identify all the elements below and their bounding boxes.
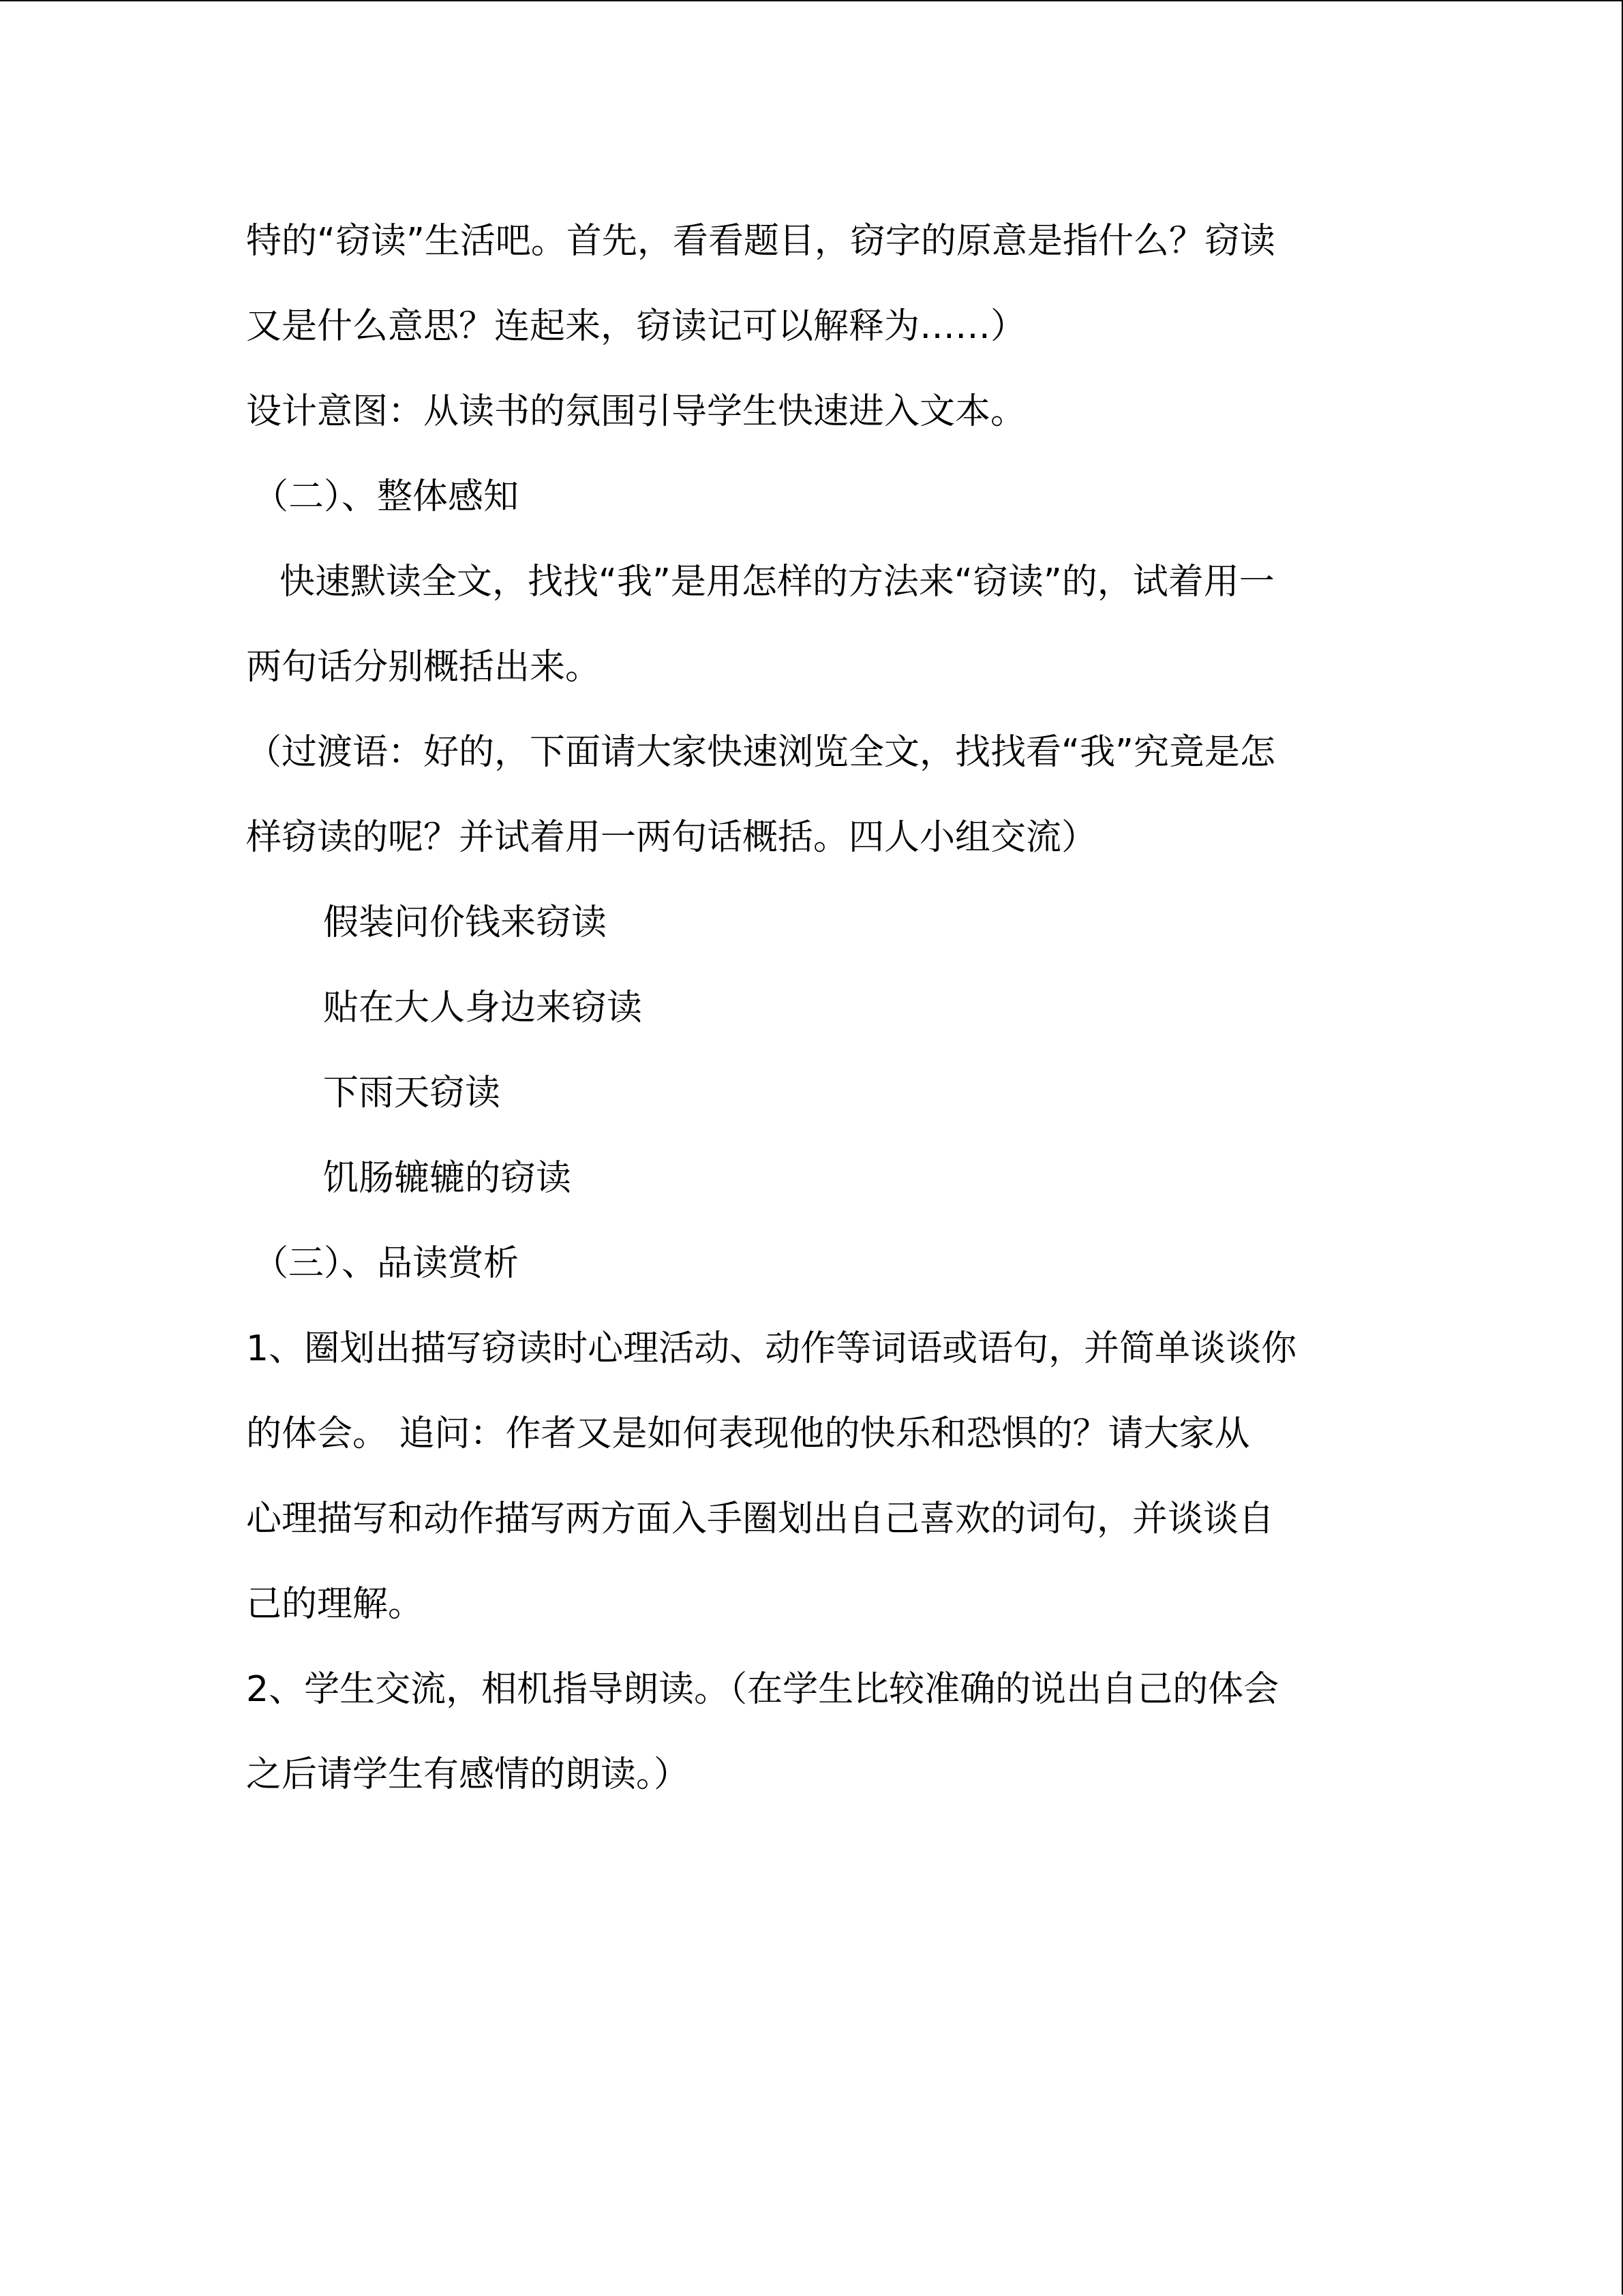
list-item: 饥肠辘辘的窃读 bbox=[323, 1158, 572, 1199]
text-line: 样窃读的呢？并试着用一两句话概括。四人小组交流） bbox=[246, 817, 1097, 858]
text-line: 快速默读全文，找找“我”是用怎样的方法来“窃读”的，试着用一 bbox=[279, 562, 1275, 602]
text-line: 心理描写和动作描写两方面入手圈划出自己喜欢的词句，并谈谈自 bbox=[246, 1499, 1275, 1540]
text-line: 己的理解。 bbox=[246, 1584, 424, 1625]
text-line: 又是什么意思？连起来，窃读记可以解释为……） bbox=[246, 306, 1027, 347]
text-line: （过渡语：好的，下面请大家快速浏览全文，找找看“我”究竟是怎 bbox=[246, 732, 1275, 773]
text-line: 特的“窃读”生活吧。首先，看看题目，窃字的原意是指什么？窃读 bbox=[246, 221, 1275, 262]
text-line: 之后请学生有感情的朗读。） bbox=[246, 1754, 690, 1795]
text-line: 两句话分别概括出来。 bbox=[246, 647, 601, 688]
list-item: 假装问价钱来窃读 bbox=[323, 902, 607, 943]
text-line: 设计意图：从读书的氛围引导学生快速进入文本。 bbox=[246, 391, 1027, 432]
text-line: 1、圈划出描写窃读时心理活动、动作等词语或语句，并简单谈谈你 bbox=[246, 1328, 1297, 1369]
list-item: 下雨天窃读 bbox=[323, 1073, 501, 1114]
document-page bbox=[0, 1, 1623, 2296]
list-item: 贴在大人身边来窃读 bbox=[323, 988, 643, 1028]
section-heading: （二）、整体感知 bbox=[253, 476, 519, 517]
section-heading: （三）、品读赏析 bbox=[253, 1243, 519, 1284]
text-line: 2、学生交流，相机指导朗读。（在学生比较准确的说出自己的体会 bbox=[246, 1669, 1279, 1710]
text-line: 的体会。 追问：作者又是如何表现他的快乐和恐惧的？请大家从 bbox=[246, 1413, 1250, 1454]
